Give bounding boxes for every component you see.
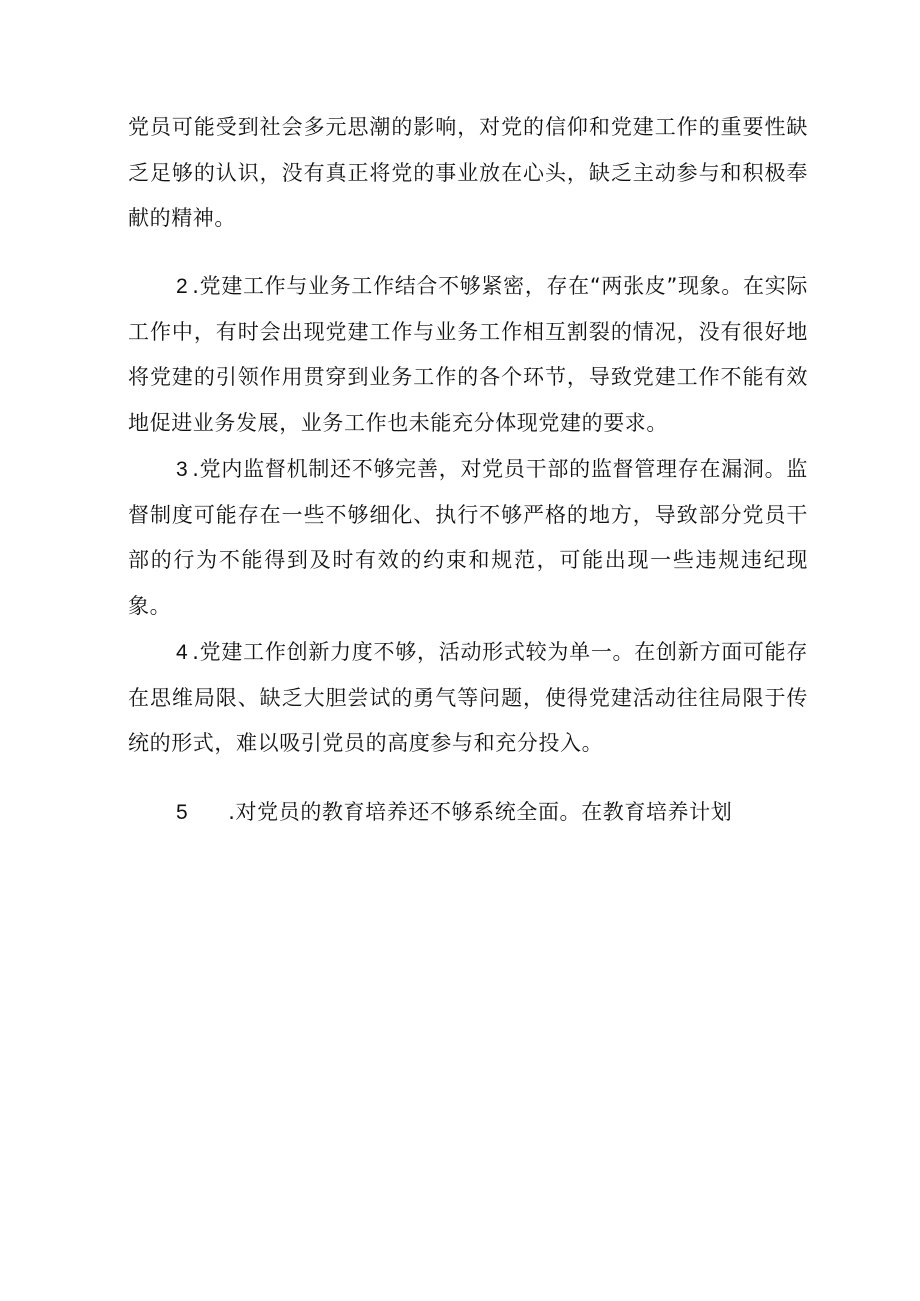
paragraph-number: 4 — [176, 641, 189, 664]
paragraph-4 — [128, 630, 808, 767]
paragraph-number: 5 — [176, 801, 189, 824]
paragraph-text: 党员可能受到社会多元思潮的影响，对党的信仰和党建工作的重要性缺乏足够的认识，没有真正将党的事业放在心头，缺乏主动参与和积极奉献的精神。 — [128, 115, 808, 230]
paragraph-1-continued — [128, 105, 808, 242]
paragraph-text: .对党员的教育培养还不够系统全面。在教育培养计划 — [228, 800, 733, 824]
paragraph-number: 2 — [176, 275, 189, 298]
paragraph-text: .党内监督机制还不够完善，对党员干部的监督管理存在漏洞。监督制度可能存在一些不够细化、执行不够严格的地方，导致部分党员干部的行为不能得到及时有效的约束和规范，可能出现一些违规违纪现象。 — [128, 457, 808, 618]
paragraph-3 — [128, 447, 808, 629]
paragraph-text: .党建工作与业务工作结合不够紧密，存在“两张皮”现象。在实际工作中，有时会出现党建工作与业务工作相互割裂的情况，没有很好地将党建的引领作用贯穿到业务工作的各个环节，导致党建工作不能有效地促进业务发展，业务工作也未能充分体现党建的要求。 — [128, 274, 808, 435]
paragraph-number: 3 — [176, 458, 189, 481]
paragraph-text: .党建工作创新力度不够，活动形式较为单一。在创新方面可能存在思维局限、缺乏大胆尝试的勇气等问题，使得党建活动往往局限于传统的形式，难以吸引党员的高度参与和充分投入。 — [128, 640, 808, 755]
paragraph-5 — [128, 790, 808, 836]
paragraph-2 — [128, 264, 808, 446]
